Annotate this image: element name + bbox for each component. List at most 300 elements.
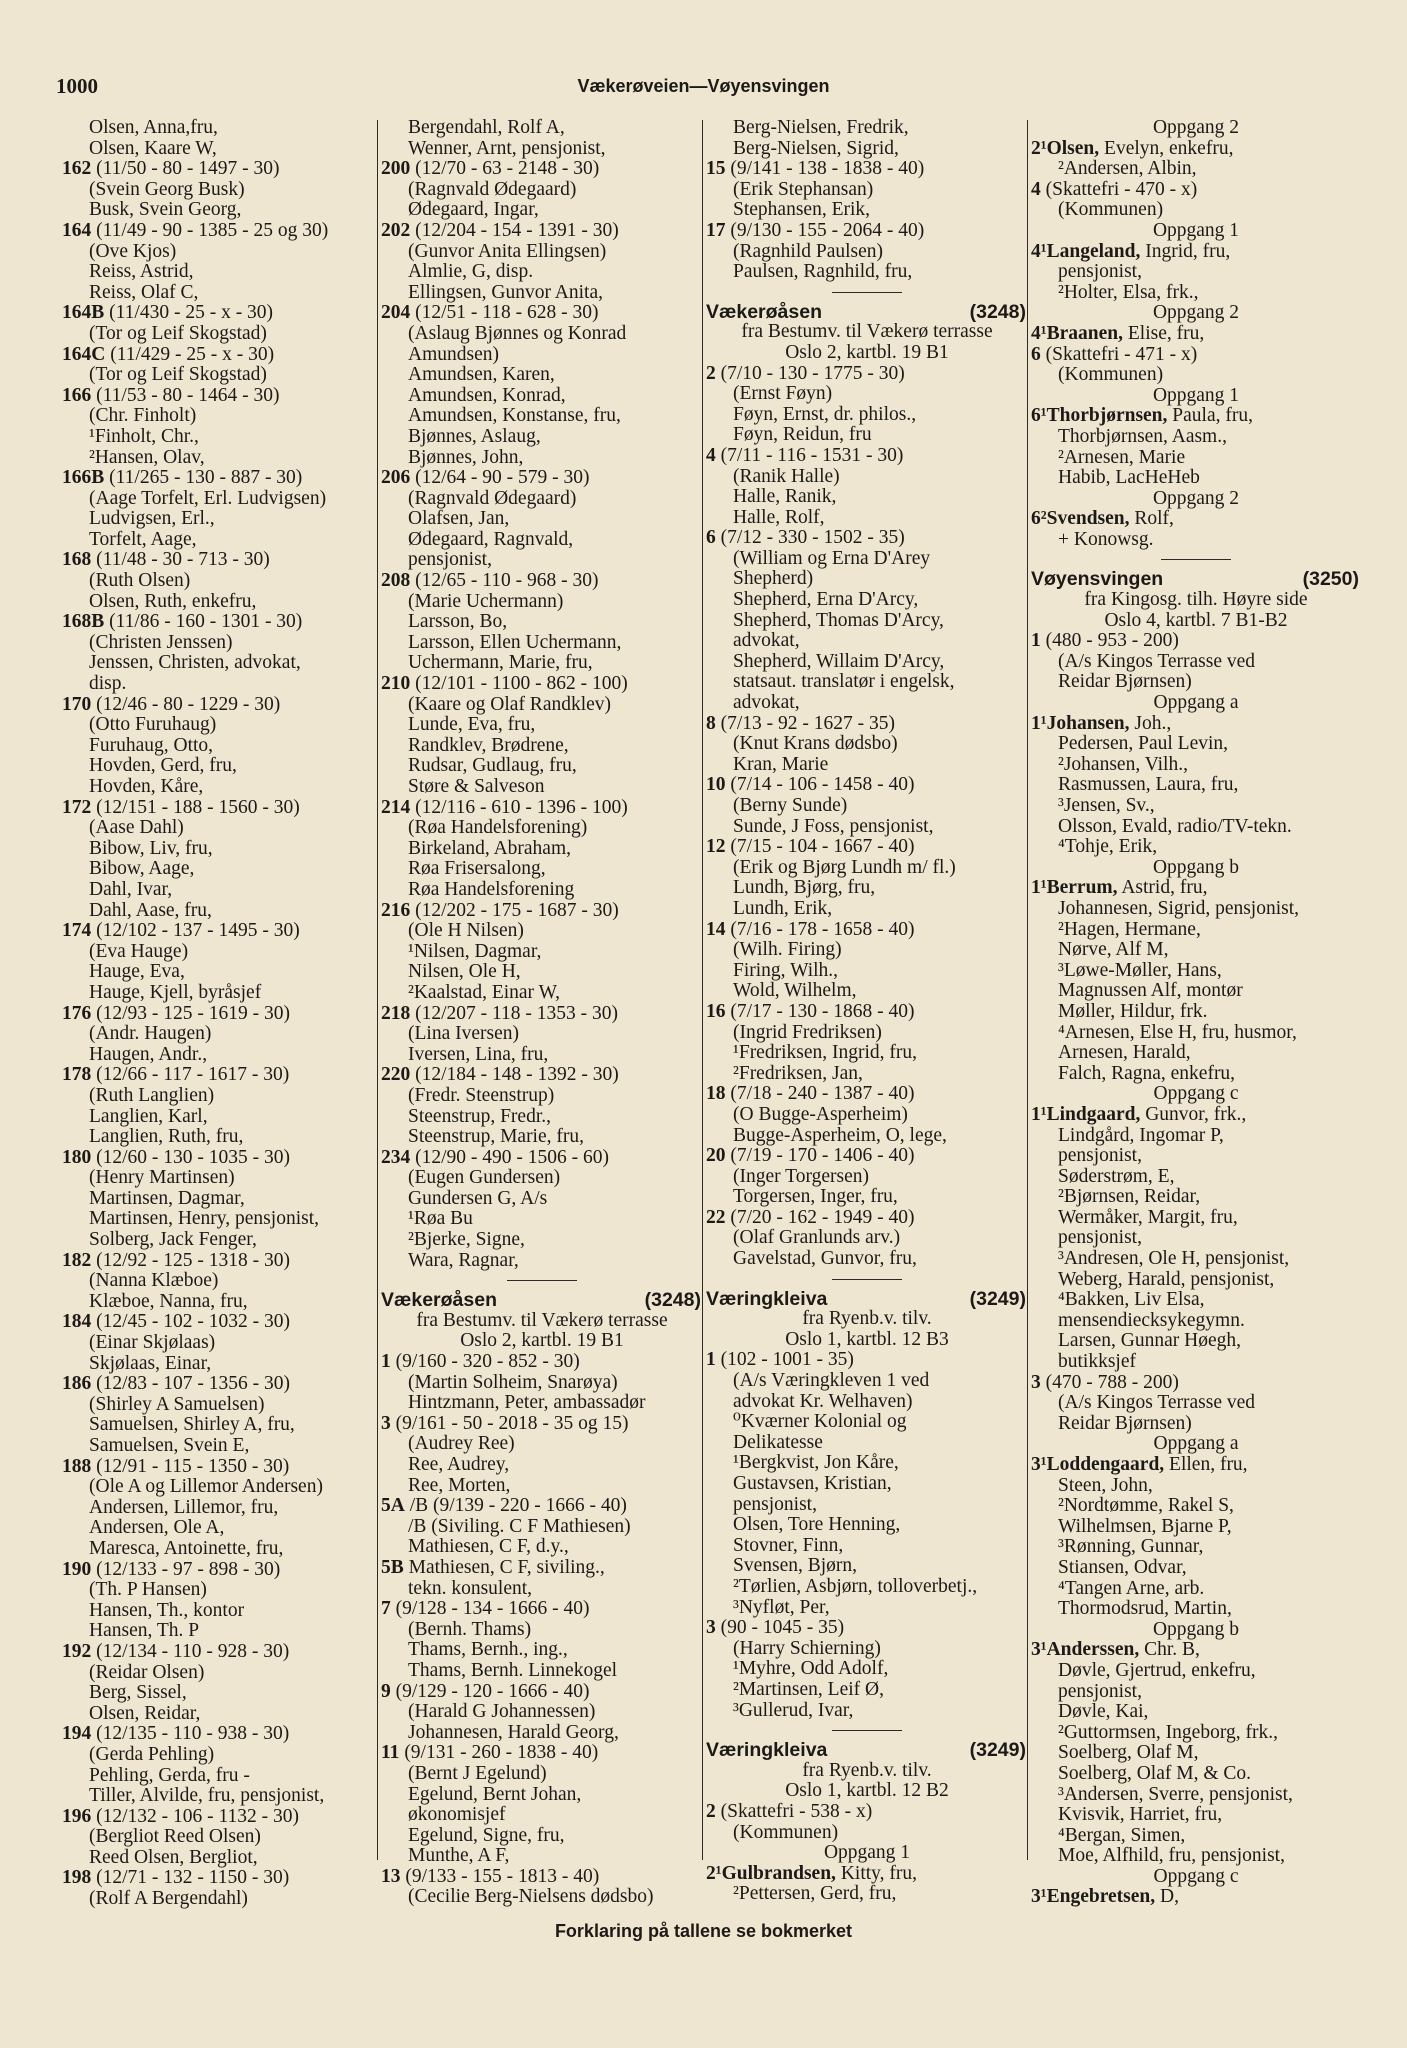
address-entry: 196 (12/132 - 106 - 1132 - 30) — [62, 1806, 300, 1827]
resident-line: Thorbjørnsen, Aasm., — [1058, 426, 1227, 447]
resident-line: (Bernt J Egelund) — [408, 1763, 547, 1784]
resident-line: Falch, Ragna, enkefru, — [1058, 1063, 1236, 1084]
resident-line: ⁴Arnesen, Else H, fru, husmor, — [1058, 1022, 1297, 1043]
resident-line: Røa Handelsforening — [408, 879, 575, 900]
address-entry: 3¹Loddengaard, Ellen, fru, — [1031, 1455, 1248, 1475]
resident-line: Thams, Bernh., ing., — [408, 1640, 568, 1661]
resident-line: Furuhaug, Otto, — [89, 735, 214, 756]
resident-line: (Reidar Olsen) — [89, 1662, 205, 1683]
resident-line: Røa Frisersalong, — [408, 859, 546, 880]
resident-line: Iversen, Lina, fru, — [408, 1044, 549, 1065]
subheading-line: Oppgang a — [1153, 1434, 1239, 1455]
address-entry: 164 (11/49 - 90 - 1385 - 25 og 30) — [62, 220, 329, 241]
resident-line: advokat Kr. Welhaven) — [733, 1391, 913, 1412]
resident-line: Stiansen, Odvar, — [1058, 1557, 1187, 1578]
resident-line: Døvle, Gjertrud, enkefru, — [1058, 1660, 1256, 1681]
house-number: 2 — [706, 1801, 716, 1822]
resident-line: Johannesen, Sigrid, pensjonist, — [1058, 898, 1300, 919]
resident-line: ²Hansen, Olav, — [89, 447, 205, 468]
street-name: Væringkleiva — [706, 1740, 828, 1761]
address-entry: 184 (12/45 - 102 - 1032 - 30) — [62, 1312, 291, 1333]
resident-line: pensjonist, — [1058, 1146, 1142, 1167]
address-entry: 6 (Skattefri - 471 - x) — [1031, 344, 1198, 365]
resident-line: Kran, Marie — [733, 754, 829, 775]
subheading-line: Oppgang c — [1153, 1866, 1239, 1887]
resident-line: Skjølaas, Einar, — [89, 1353, 212, 1374]
resident-line: Delikatesse — [733, 1432, 823, 1453]
house-number: 3¹Anderssen, — [1031, 1640, 1140, 1661]
resident-line: Møller, Hildur, frk. — [1058, 1001, 1208, 1022]
resident-line: ²Tørlien, Asbjørn, tolloverbetj., — [733, 1576, 978, 1597]
resident-line: Hansen, Th. P — [89, 1621, 200, 1642]
resident-line: ³Andersen, Sverre, pensjonist, — [1058, 1784, 1293, 1805]
address-entry: 210 (12/101 - 1100 - 862 - 100) — [381, 674, 628, 695]
address-entry: 4¹Langeland, Ingrid, fru, — [1031, 241, 1231, 262]
address-entry: 10 (7/14 - 106 - 1458 - 40) — [706, 775, 915, 796]
house-number: 17 — [706, 220, 726, 241]
resident-line: Berg, Sissel, — [89, 1683, 187, 1704]
resident-line: økonomisjef — [408, 1805, 506, 1826]
resident-line: (Tor og Leif Skogstad) — [89, 323, 267, 344]
resident-line: (Shirley A Samuelsen) — [89, 1394, 265, 1415]
resident-line: (Aage Torfelt, Erl. Ludvigsen) — [89, 488, 327, 509]
directory-column-3 — [706, 118, 1028, 1905]
address-entry: 218 (12/207 - 118 - 1353 - 30) — [381, 1003, 619, 1024]
house-number: 16 — [706, 1001, 726, 1022]
resident-line: (Bergliot Reed Olsen) — [89, 1827, 261, 1848]
subheading-line: fra Kingosg. tilh. Høyre side — [1084, 590, 1308, 611]
section-separator — [832, 1279, 902, 1280]
resident-line: Randklev, Brødrene, — [408, 735, 569, 756]
resident-line: (Ingrid Fredriksen) — [733, 1022, 882, 1043]
subheading-line: Oppgang a — [1153, 693, 1239, 714]
resident-line: Tiller, Alvilde, fru, pensjonist, — [89, 1786, 325, 1807]
resident-line: Thams, Bernh. Linnekogel — [408, 1660, 618, 1681]
house-number: 3 — [1031, 1372, 1041, 1393]
page-number: 1000 — [56, 74, 98, 98]
address-entry: 6 (7/12 - 330 - 1502 - 35) — [706, 528, 905, 549]
street-name: Vækerøåsen — [706, 301, 822, 323]
resident-line: Kvisvik, Harriet, fru, — [1058, 1805, 1223, 1826]
street-code: (3248) — [969, 301, 1026, 323]
resident-line: Haugen, Andr., — [89, 1044, 208, 1065]
resident-line: Bjønnes, Aslaug, — [408, 426, 541, 447]
house-number: 2 — [706, 363, 716, 384]
resident-line: (Ragnhild Paulsen) — [733, 241, 884, 262]
resident-line: Shepherd, Erna D'Arcy, — [733, 590, 919, 611]
address-entry: 7 (9/128 - 134 - 1666 - 40) — [381, 1599, 590, 1620]
house-number: 1 — [706, 1350, 716, 1371]
directory-column-2 — [381, 118, 703, 1908]
resident-line: (Ragnvald Ødegaard) — [408, 179, 577, 200]
resident-line: Samuelsen, Shirley A, fru, — [89, 1415, 295, 1436]
house-number: 164C — [62, 344, 106, 365]
address-entry: 204 (12/51 - 118 - 628 - 30) — [381, 303, 599, 324]
resident-line: ²Guttormsen, Ingeborg, frk., — [1058, 1722, 1278, 1743]
subheading-line: Oslo 2, kartbl. 19 B1 — [460, 1331, 624, 1352]
resident-line: Nilsen, Ole H, — [408, 962, 521, 983]
resident-line: Jenssen, Christen, advokat, — [89, 653, 301, 674]
address-entry: 13 (9/133 - 155 - 1813 - 40) — [381, 1866, 600, 1887]
resident-line: (William og Erna D'Arey — [733, 548, 931, 569]
subheading-line: Oppgang c — [1153, 1084, 1239, 1105]
resident-line: Paulsen, Ragnhild, fru, — [733, 262, 913, 283]
house-number: 162 — [62, 159, 92, 180]
resident-line: Mathiesen, C F, d.y., — [408, 1537, 569, 1558]
address-entry: 2¹Gulbrandsen, Kitty, fru, — [706, 1863, 917, 1884]
house-number: 1¹Lindgaard, — [1031, 1104, 1141, 1125]
resident-line: (Th. P Hansen) — [89, 1580, 207, 1601]
resident-line: Føyn, Reidun, fru — [733, 425, 872, 446]
resident-line: Ludvigsen, Erl., — [89, 509, 215, 530]
resident-line: Stephansen, Erik, — [733, 200, 871, 221]
house-number: 204 — [381, 303, 411, 324]
resident-line: Bergendahl, Rolf A, — [408, 118, 565, 138]
address-entry: 174 (12/102 - 137 - 1495 - 30) — [62, 921, 300, 942]
street-heading — [706, 1289, 1028, 1310]
resident-line: Wara, Ragnar, — [408, 1250, 519, 1271]
resident-line: (Ole A og Lillemor Andersen) — [89, 1477, 323, 1498]
address-entry: 194 (12/135 - 110 - 938 - 30) — [62, 1724, 290, 1745]
resident-line: Olsen, Tore Henning, — [733, 1515, 901, 1536]
resident-line: ⁴Tohje, Erik, — [1058, 837, 1158, 858]
resident-line: (Ernst Føyn) — [733, 384, 833, 405]
resident-line: (Eva Hauge) — [89, 941, 189, 962]
street-heading — [706, 302, 1028, 323]
address-entry: 2 (Skattefri - 538 - x) — [706, 1801, 873, 1822]
resident-line: (Henry Martinsen) — [89, 1168, 235, 1189]
address-entry: 172 (12/151 - 188 - 1560 - 30) — [62, 797, 300, 818]
resident-line: (Erik og Bjørg Lundh m/ fl.) — [733, 857, 956, 878]
house-number: 172 — [62, 797, 92, 818]
resident-line: ¹Røa Bu — [408, 1209, 473, 1230]
resident-line: Steen, John, — [1058, 1475, 1153, 1496]
resident-line: ²Holter, Elsa, frk., — [1058, 282, 1199, 303]
resident-line: Gavelstad, Gunvor, fru, — [733, 1249, 917, 1270]
directory-column-4 — [1031, 118, 1361, 1908]
resident-line: ³Nyfløt, Per, — [733, 1597, 830, 1618]
resident-line: Dahl, Aase, fru, — [89, 900, 212, 921]
resident-line: (Otto Furuhaug) — [89, 715, 217, 736]
street-code: (3249) — [969, 1288, 1026, 1310]
resident-line: Ellingsen, Gunvor Anita, — [408, 282, 603, 303]
resident-line: Larsson, Bo, — [408, 612, 508, 633]
resident-line: Lundh, Bjørg, fru, — [733, 878, 876, 899]
subheading-line: fra Ryenb.v. tilv. — [802, 1760, 932, 1781]
subheading-line: fra Bestumv. til Vækerø terrasse — [741, 322, 993, 343]
street-heading — [1031, 569, 1361, 590]
address-entry: 2 (7/10 - 130 - 1775 - 30) — [706, 363, 905, 384]
house-number: 1 — [381, 1352, 391, 1373]
address-entry: 166B (11/265 - 130 - 887 - 30) — [62, 468, 303, 489]
resident-line: Magnussen Alf, montør — [1058, 981, 1243, 1002]
resident-line: Nørve, Alf M, — [1058, 940, 1169, 961]
resident-line: (Inger Torgersen) — [733, 1166, 869, 1187]
resident-line: Weberg, Harald, pensjonist, — [1058, 1269, 1275, 1290]
address-entry: 9 (9/129 - 120 - 1666 - 40) — [381, 1681, 590, 1702]
street-heading — [706, 1740, 1028, 1761]
address-entry: 4¹Braanen, Elise, fru, — [1031, 323, 1205, 344]
resident-line: (Erik Stephansan) — [733, 179, 874, 200]
resident-line: ⁴Bergan, Simen, — [1058, 1825, 1186, 1846]
house-number: 1 — [1031, 631, 1041, 652]
resident-line: Firing, Wilh., — [733, 960, 839, 981]
resident-line: Stovner, Finn, — [733, 1535, 844, 1556]
house-number: 18 — [706, 1084, 726, 1105]
house-number: 216 — [381, 900, 411, 921]
resident-line: (Rolf A Bergendahl) — [89, 1889, 248, 1910]
resident-line: ³Rønning, Gunnar, — [1058, 1537, 1204, 1558]
house-number: 208 — [381, 571, 411, 592]
house-number: 200 — [381, 159, 411, 180]
house-number: 2¹Olsen, — [1031, 138, 1100, 159]
house-number: 198 — [62, 1868, 92, 1889]
resident-line: Steenstrup, Fredr., — [408, 1106, 551, 1127]
address-entry: 188 (12/91 - 115 - 1350 - 30) — [62, 1456, 290, 1477]
resident-line: (Fredr. Steenstrup) — [408, 1085, 555, 1106]
resident-line: (Gerda Pehling) — [89, 1744, 215, 1765]
house-number: 188 — [62, 1456, 92, 1477]
resident-line: mensendiecksykegymn. — [1058, 1310, 1245, 1331]
resident-line: ⁴Bakken, Liv Elsa, — [1058, 1290, 1205, 1311]
resident-line: Reidar Bjørnsen) — [1058, 672, 1192, 693]
resident-line: Hintzmann, Peter, ambassadør — [408, 1393, 646, 1414]
address-entry: 4 (7/11 - 116 - 1531 - 30) — [706, 445, 904, 466]
subheading-line: fra Ryenb.v. tilv. — [802, 1309, 932, 1330]
resident-line: (Audrey Ree) — [408, 1434, 515, 1455]
address-entry: 168 (11/48 - 30 - 713 - 30) — [62, 550, 270, 571]
house-number: 234 — [381, 1147, 411, 1168]
resident-line: (Knut Krans dødsbo) — [733, 734, 898, 755]
resident-line: (Kaare og Olaf Randklev) — [408, 694, 612, 715]
resident-line: ²Bjerke, Signe, — [408, 1230, 525, 1251]
house-number: 182 — [62, 1250, 92, 1271]
address-entry: 12 (7/15 - 104 - 1667 - 40) — [706, 837, 915, 858]
running-head: Vækerøveien—Vøyensvingen — [577, 76, 830, 96]
resident-line: (Tor og Leif Skogstad) — [89, 365, 267, 386]
resident-line: ¹Finholt, Chr., — [89, 426, 199, 447]
section-separator — [832, 1730, 902, 1731]
house-number: 184 — [62, 1312, 92, 1333]
resident-line: Langlien, Karl, — [89, 1106, 208, 1127]
resident-line: butikksjef — [1058, 1352, 1136, 1373]
resident-line: Føyn, Ernst, dr. philos., — [733, 404, 917, 425]
resident-line: Habib, LacHeHeb — [1058, 468, 1200, 489]
house-number: 174 — [62, 921, 92, 942]
resident-line: (Ole H Nilsen) — [408, 921, 524, 942]
resident-line: (Lina Iversen) — [408, 1024, 519, 1045]
subheading-line: fra Bestumv. til Vækerø terrasse — [416, 1310, 668, 1331]
resident-line: Lindgård, Ingomar P, — [1058, 1125, 1224, 1146]
resident-line: Pehling, Gerda, fru - — [89, 1765, 250, 1786]
street-code: (3248) — [644, 1290, 701, 1311]
subheading-line: Oslo 4, kartbl. 7 B1-B2 — [1104, 610, 1288, 631]
resident-line: (Ruth Olsen) — [89, 571, 191, 592]
house-number: 196 — [62, 1806, 92, 1827]
address-entry: 16 (7/17 - 130 - 1868 - 40) — [706, 1001, 915, 1022]
house-number: 3 — [381, 1413, 391, 1434]
address-entry: 5B Mathiesen, C F, siviling., — [381, 1557, 605, 1578]
resident-line: ³Jensen, Sv., — [1058, 796, 1155, 816]
subheading-line: Oppgang 2 — [1152, 303, 1240, 324]
house-number: 166 — [62, 385, 92, 406]
resident-line: ²Andersen, Albin, — [1058, 159, 1197, 180]
resident-line: Wenner, Arnt, pensjonist, — [408, 138, 606, 159]
house-number: 12 — [706, 837, 726, 858]
resident-line: (Kommunen) — [1058, 365, 1164, 386]
address-entry: 5A /B (9/139 - 220 - 1666 - 40) — [381, 1496, 627, 1517]
section-separator — [1161, 559, 1231, 560]
resident-line: (Ragnvald Ødegaard) — [408, 488, 577, 509]
house-number: 5B — [381, 1557, 404, 1578]
section-separator — [507, 1280, 577, 1281]
house-number: 192 — [62, 1641, 92, 1662]
address-entry: 22 (7/20 - 162 - 1949 - 40) — [706, 1207, 915, 1228]
resident-line: Halle, Rolf, — [733, 507, 825, 528]
resident-line: Halle, Ranik, — [733, 487, 837, 508]
address-entry: 1 (102 - 1001 - 35) — [706, 1350, 854, 1371]
house-number: 166B — [62, 468, 105, 489]
resident-line: Olafsen, Jan, — [408, 509, 510, 530]
house-number: 4¹Langeland, — [1031, 241, 1141, 262]
resident-line: pensjonist, — [408, 550, 492, 571]
resident-line: + Konowsg. — [1058, 529, 1154, 550]
house-number: 9 — [381, 1681, 391, 1702]
address-entry: 3 (470 - 788 - 200) — [1031, 1372, 1179, 1393]
house-number: 14 — [706, 919, 726, 940]
resident-line: (Christen Jenssen) — [89, 632, 233, 653]
resident-line: Hovden, Kåre, — [89, 777, 204, 797]
resident-line: ²Hagen, Hermane, — [1058, 919, 1201, 940]
address-entry: 208 (12/65 - 110 - 968 - 30) — [381, 571, 599, 592]
house-number: 186 — [62, 1374, 92, 1395]
house-number: 10 — [706, 775, 726, 796]
resident-line: Gundersen G, A/s — [408, 1188, 548, 1209]
address-entry: 182 (12/92 - 125 - 1318 - 30) — [62, 1250, 291, 1271]
house-number: 210 — [381, 674, 411, 695]
resident-line: ¹Nilsen, Dagmar, — [408, 941, 542, 962]
address-entry: 164C (11/429 - 25 - x - 30) — [62, 344, 275, 365]
subheading-line: Oppgang 2 — [1152, 118, 1240, 138]
address-entry: 6¹Thorbjørnsen, Paula, fru, — [1031, 406, 1253, 427]
street-code: (3249) — [969, 1740, 1026, 1761]
subheading-line: Oppgang 1 — [1152, 385, 1240, 406]
house-number: 7 — [381, 1599, 391, 1620]
resident-line: (Aslaug Bjønnes og Konrad — [408, 323, 627, 344]
resident-line: Amundsen, Karen, — [408, 365, 555, 386]
street-code: (3250) — [1302, 569, 1359, 591]
address-entry: 162 (11/50 - 80 - 1497 - 30) — [62, 159, 280, 180]
resident-line: pensjonist, — [1058, 1681, 1142, 1702]
address-entry: 3 (9/161 - 50 - 2018 - 35 og 15) — [381, 1413, 629, 1434]
directory-column-1 — [62, 118, 382, 1910]
resident-line: Steenstrup, Marie, fru, — [408, 1127, 584, 1148]
resident-line: (Bernh. Thams) — [408, 1619, 532, 1640]
resident-line: Olsson, Evald, radio/TV-tekn. — [1058, 816, 1292, 837]
house-number: 3¹Loddengaard, — [1031, 1455, 1165, 1475]
resident-line: ¹Fredriksen, Ingrid, fru, — [733, 1043, 918, 1064]
resident-line: Bjønnes, John, — [408, 447, 524, 468]
house-number: 3 — [706, 1618, 716, 1639]
subheading-line: Oslo 1, kartbl. 12 B3 — [785, 1329, 949, 1350]
house-number: 170 — [62, 694, 92, 715]
resident-line: pensjonist, — [733, 1494, 817, 1515]
address-entry: 18 (7/18 - 240 - 1387 - 40) — [706, 1084, 915, 1105]
house-number: 168 — [62, 550, 92, 571]
house-number: 22 — [706, 1207, 726, 1228]
house-number: 6 — [1031, 344, 1041, 365]
resident-line: (Kommunen) — [733, 1822, 839, 1843]
resident-line: ²Bjørnsen, Reidar, — [1058, 1187, 1201, 1208]
house-number: 206 — [381, 468, 411, 489]
resident-line: Solberg, Jack Fenger, — [89, 1230, 257, 1251]
resident-line: Ree, Morten, — [408, 1475, 511, 1496]
resident-line: Bibow, Liv, fru, — [89, 838, 213, 859]
resident-line: Reidar Bjørnsen) — [1058, 1413, 1192, 1434]
resident-line: Shepherd) — [733, 569, 814, 590]
resident-line: ⁰Kværner Kolonial og — [733, 1412, 907, 1433]
address-entry: 190 (12/133 - 97 - 898 - 30) — [62, 1559, 281, 1580]
resident-line: Johannesen, Harald Georg, — [408, 1722, 619, 1743]
house-number: 218 — [381, 1003, 411, 1024]
house-number: 180 — [62, 1147, 92, 1168]
house-number: 3¹Engebretsen, — [1031, 1887, 1156, 1908]
address-entry: 206 (12/64 - 90 - 579 - 30) — [381, 468, 590, 489]
resident-line: ²Kaalstad, Einar W, — [408, 982, 561, 1003]
resident-line: (Cecilie Berg-Nielsens dødsbo) — [408, 1887, 654, 1908]
resident-line: Berg-Nielsen, Fredrik, — [733, 118, 909, 138]
resident-line: Birkeland, Abraham, — [408, 838, 571, 859]
resident-line: Egelund, Bernt Johan, — [408, 1784, 582, 1805]
resident-line: ²Pettersen, Gerd, fru, — [733, 1884, 897, 1905]
house-number: 1¹Johansen, — [1031, 713, 1130, 734]
resident-line: ¹Bergkvist, Jon Kåre, — [733, 1453, 899, 1474]
resident-line: ³Andresen, Ole H, pensjonist, — [1058, 1249, 1290, 1270]
resident-line: Olsen, Anna,fru, — [89, 118, 218, 138]
resident-line: Torfelt, Aage, — [89, 529, 197, 550]
address-entry: 20 (7/19 - 170 - 1406 - 40) — [706, 1146, 915, 1167]
resident-line: Soelberg, Olaf M, & Co. — [1058, 1763, 1252, 1784]
resident-line: Martinsen, Dagmar, — [89, 1188, 245, 1209]
house-number: 2¹Gulbrandsen, — [706, 1863, 836, 1884]
resident-line: (Andr. Haugen) — [89, 1024, 212, 1045]
address-entry: 220 (12/184 - 148 - 1392 - 30) — [381, 1065, 619, 1086]
address-entry: 166 (11/53 - 80 - 1464 - 30) — [62, 385, 280, 406]
house-number: 6 — [706, 528, 716, 549]
resident-line: ³Gullerud, Ivar, — [733, 1700, 854, 1721]
house-number: 1¹Berrum, — [1031, 878, 1118, 899]
resident-line: Arnesen, Harald, — [1058, 1043, 1191, 1064]
subheading-line: Oslo 2, kartbl. 19 B1 — [785, 342, 949, 363]
resident-line: Wold, Wilhelm, — [733, 981, 857, 1002]
resident-line: ²Martinsen, Leif Ø, — [733, 1679, 884, 1700]
house-number: 15 — [706, 159, 726, 180]
resident-line: (Berny Sunde) — [733, 796, 848, 816]
resident-line: Klæboe, Nanna, fru, — [89, 1291, 248, 1312]
resident-line: Pedersen, Paul Levin, — [1058, 734, 1229, 755]
subheading-line: Oslo 1, kartbl. 12 B2 — [785, 1781, 949, 1802]
house-number: 6¹Thorbjørnsen, — [1031, 406, 1168, 427]
resident-line: Hauge, Kjell, byråsjef — [89, 982, 262, 1003]
resident-line: Søderstrøm, E, — [1058, 1166, 1175, 1187]
subheading-line: Oppgang 1 — [1152, 220, 1240, 241]
address-entry: 1 (9/160 - 320 - 852 - 30) — [381, 1352, 580, 1373]
address-entry: 170 (12/46 - 80 - 1229 - 30) — [62, 694, 281, 715]
address-entry: 192 (12/134 - 110 - 928 - 30) — [62, 1641, 290, 1662]
house-number: 8 — [706, 713, 716, 734]
resident-line: advokat, — [733, 693, 800, 714]
resident-line: (Harald G Johannessen) — [408, 1702, 596, 1723]
